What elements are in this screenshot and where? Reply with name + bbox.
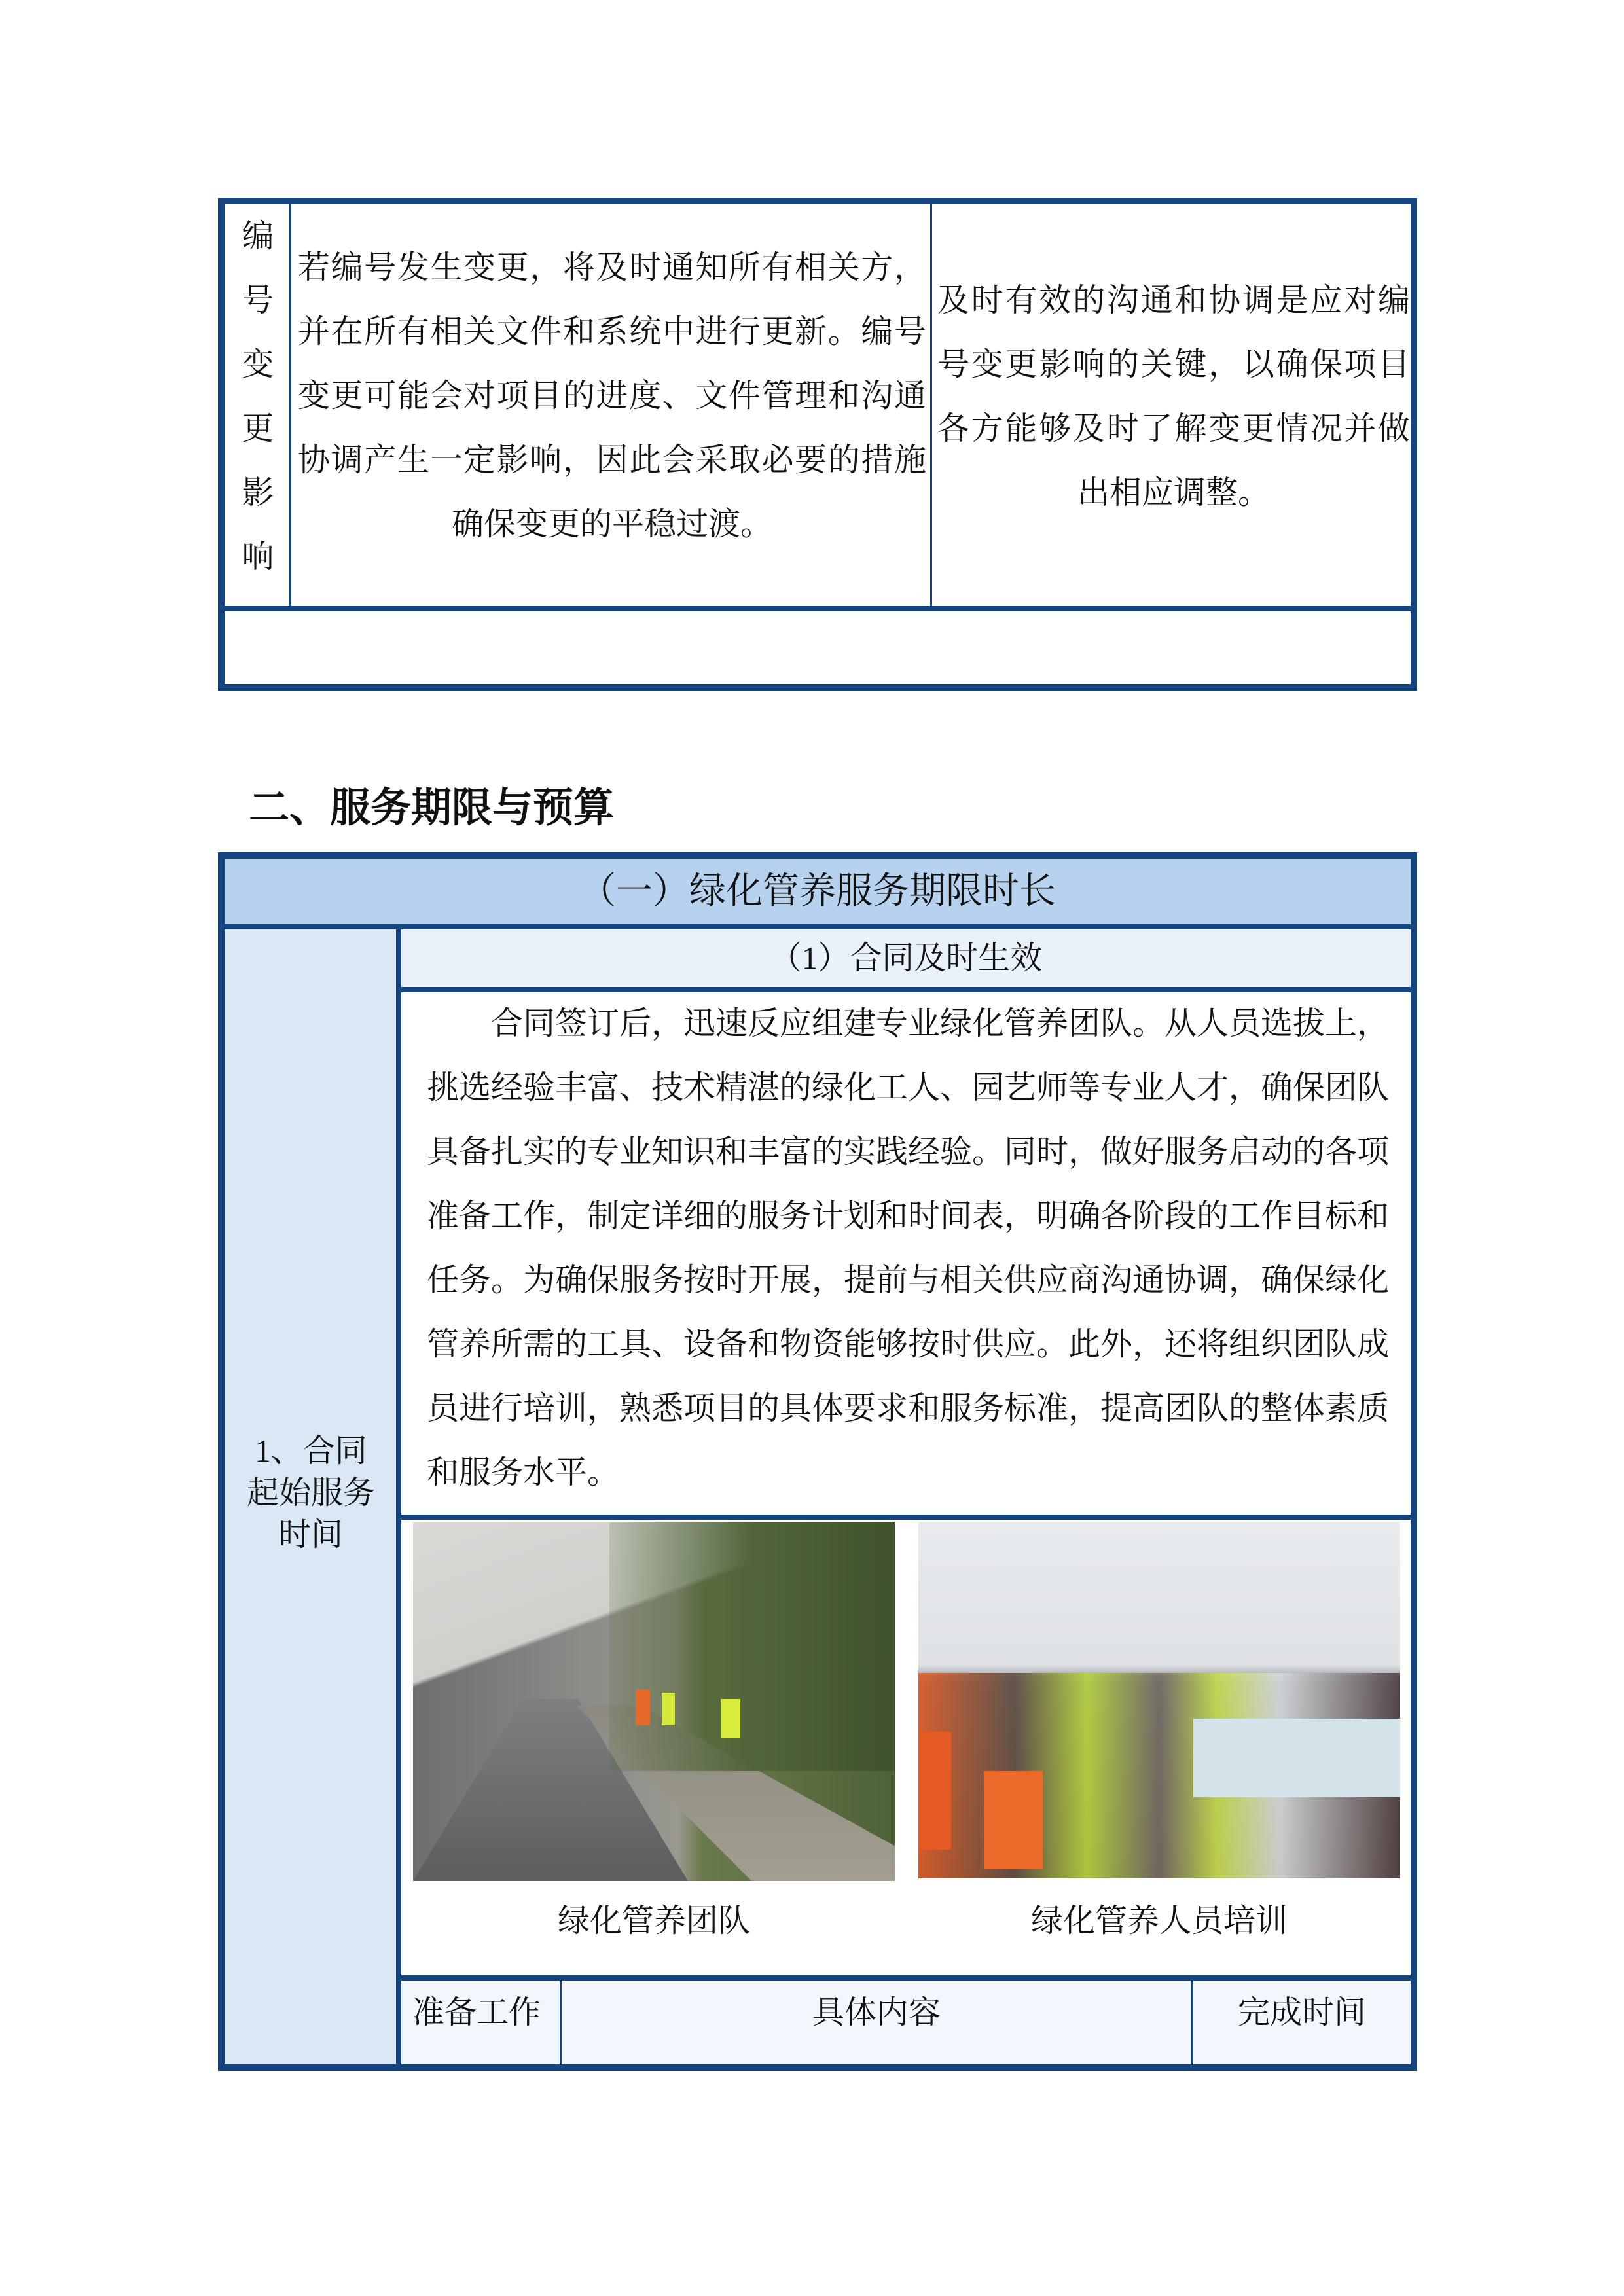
row-label-char: 号 [242, 282, 274, 318]
table1-col-divider [930, 204, 932, 609]
staff-training-photo [918, 1522, 1400, 1878]
team-road-photo [413, 1522, 895, 1881]
worker-vest [721, 1699, 740, 1738]
table2-divider [225, 924, 1411, 929]
row-label-char: 变 [242, 346, 274, 382]
startup-paragraph: 合同签订后，迅速反应组建专业绿化管养团队。从人员选拔上，挑选经验丰富、技术精湛的绿化工人、园艺师等专业人才，确保团队具备扎实的专业知识和丰富的实践经验。同时，做好服务启动的各项准备工作，制定详细的服务计划和时间表，明确各阶段的工作目标和任务。为确保服务按时开展，提前与相关供应商沟通协调，确保绿化管养所需的工具、设备和物资能够按时供应。此外，还将组织团队成员进行培训，熟悉项目的具体要求和服务标准，提高团队的整体素质和服务水平。 [427, 1005, 1390, 1490]
column-header-prep-work: 准备工作 [412, 1994, 541, 2030]
row-label-number-change [229, 204, 287, 589]
worker-vest [636, 1689, 650, 1725]
photo-caption: 绿化管养人员培训 [1030, 1903, 1288, 1939]
table1-row-divider [225, 606, 1411, 611]
row-label-char: 更 [242, 410, 274, 446]
note-text: 及时有效的沟通和协调是应对编号变更影响的关键，以确保项目各方能够及时了解变更情况并做出相应调整。 [937, 282, 1410, 511]
subheading: （1）合同及时生效 [769, 940, 1043, 976]
tree-line [609, 1522, 895, 1771]
orange-vest [918, 1732, 951, 1850]
conference-table [1193, 1719, 1400, 1797]
section-heading: 二、服务期限与预算 [249, 786, 615, 831]
worker-vest [662, 1693, 675, 1725]
row-label-char: 影 [242, 475, 274, 511]
table2-divider [401, 1515, 1411, 1520]
row-label-char: 响 [242, 539, 274, 575]
row-label-char: 编 [242, 218, 274, 254]
left-col-divider [396, 929, 401, 2064]
orange-vest [984, 1771, 1043, 1869]
column-header-completion-time: 完成时间 [1237, 1994, 1366, 2030]
table2-title: （一）绿化管养服务期限时长 [579, 871, 1056, 912]
table2-divider [401, 1975, 1411, 1981]
photo-caption: 绿化管养团队 [557, 1903, 750, 1939]
column-header-content: 具体内容 [812, 1994, 941, 2030]
table1-col-divider [289, 204, 291, 609]
left-label: 1、合同起始服务时间 [246, 1433, 375, 1552]
measures-text: 若编号发生变更，将及时通知所有相关方，并在所有相关文件和系统中进行更新。编号变更可能会对项目的进度、文件管理和沟通协调产生一定影响，因此会采取必要的措施确保变更的平稳过渡。 [298, 249, 926, 542]
